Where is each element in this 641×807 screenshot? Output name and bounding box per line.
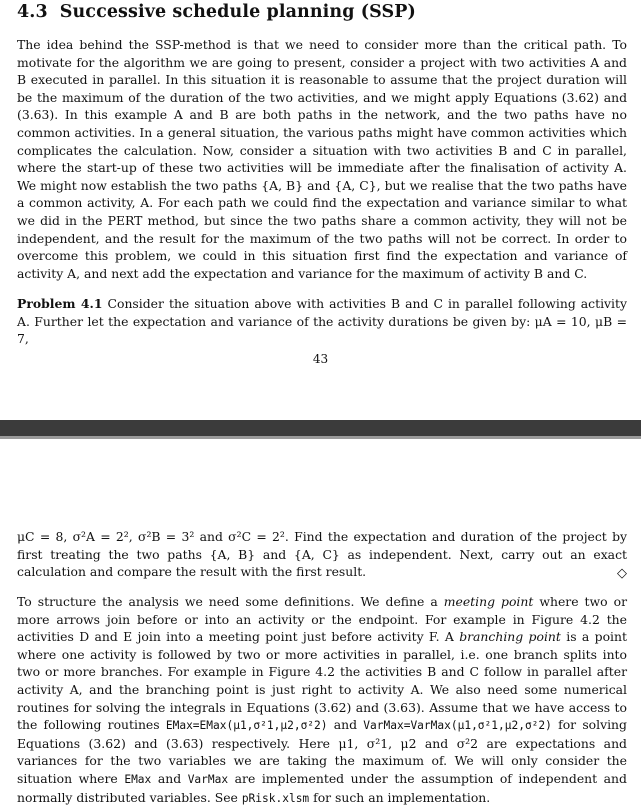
code-varmax: VarMax=VarMax(μ1,σ²1,μ2,σ²2)	[363, 719, 552, 733]
definitions-paragraph	[17, 593, 627, 807]
intro-paragraph: The idea behind the SSP-method is that we need to consider more than the critical path. To motivate for the algorithm we are going to present, consider a project with two activities A and B executed in parallel. In this situation it is reasonable to assume that the project duration will be the maximum of the duration of the two activities, and we might apply Equations (3.62) and (3.63). In this example A and B are both paths in the network, and the two paths have no common activities. In a general situation, the various paths might have common activities which complicates the calculation. Now, consider a situation with two activities B and C in parallel, where the start-up of these two activities will be immediate after the finalisation of activity A. We might now establish the two paths {A, B} and {A, C}, but we realise that the two paths have a common activity, A. For each path we could find the expectation and variance similar to what we did in the PERT method, but since the two paths share a common activity, they will not be independent, and the result for the maximum of the two paths will not be correct. In order to overcome this problem, we could in this situation first find the expectation and variance of activity A, and next add the expectation and variance for the maximum of activity B and C.	[17, 37, 627, 281]
section-number: 4.3	[17, 2, 48, 22]
para2-text-2: where two or more arrows join before or into an activity or the endpoint. For example in Figure 4.2 the activities D and E join into a meeting point just before activity F. A	[17, 594, 627, 645]
problem-statement-part2: μC = 8, σ²A = 2², σ²B = 3² and σ²C = 2². Find the expectation and duration of the project by first treating the two paths {A, B} and {A, C} as independent. Next, carry out an exact calculation and compare the result with the first result.	[17, 529, 627, 580]
problem-text-page1: Consider the situation above with activities B and C in parallel following activity A. Further let the expectation and variance of the activity durations be given by: μA = 10, μB = 7,	[17, 296, 627, 347]
term-branching-point: branching point	[459, 629, 561, 645]
code-emax: EMax=EMax(μ1,σ²1,μ2,σ²2)	[165, 719, 328, 733]
code-varmax-short: VarMax	[187, 772, 229, 786]
para2-text-1: To structure the analysis we need some definitions. We define a	[17, 594, 438, 609]
page-separator	[0, 420, 641, 436]
section-heading	[17, 2, 416, 22]
para2-text-and2: and	[157, 770, 182, 786]
code-file-prisk: pRisk.xlsm	[241, 791, 310, 805]
para2-text-4: for solving Equations (3.62) and (3.63) respectively. Here μ1, σ²1, μ2 and σ²2 are expectations and variances for the two variables we are taking the maximum of. We will only consider the situation where	[17, 717, 627, 786]
problem-statement-part1	[17, 295, 627, 348]
code-emax-short: EMax	[124, 772, 152, 786]
para2-text-6: for such an implementation.	[313, 789, 491, 805]
document-page-44	[0, 439, 641, 805]
end-of-problem-diamond-icon: ◇	[617, 566, 627, 581]
para2-text-5: are implemented under the assumption of independent and normally distributed variables. See	[17, 770, 627, 805]
term-meeting-point: meeting point	[443, 594, 534, 609]
para2-text-and: and	[333, 717, 358, 733]
section-title: Successive schedule planning (SSP)	[59, 2, 416, 22]
para2-text-3: is a point where one activity is followed by two or more activities in parallel, i.e. one branch splits into two or more branches. For example in Figure 4.2 the activities B and C follow in parallel after activity A, and the branching point is just right to activity A. We also need some numerical routines for solving the integrals in Equations (3.62) and (3.63). Assume that we have access to the following routines	[17, 629, 627, 733]
page-number: 43	[312, 352, 329, 366]
problem-label: Problem 4.1	[17, 296, 103, 311]
